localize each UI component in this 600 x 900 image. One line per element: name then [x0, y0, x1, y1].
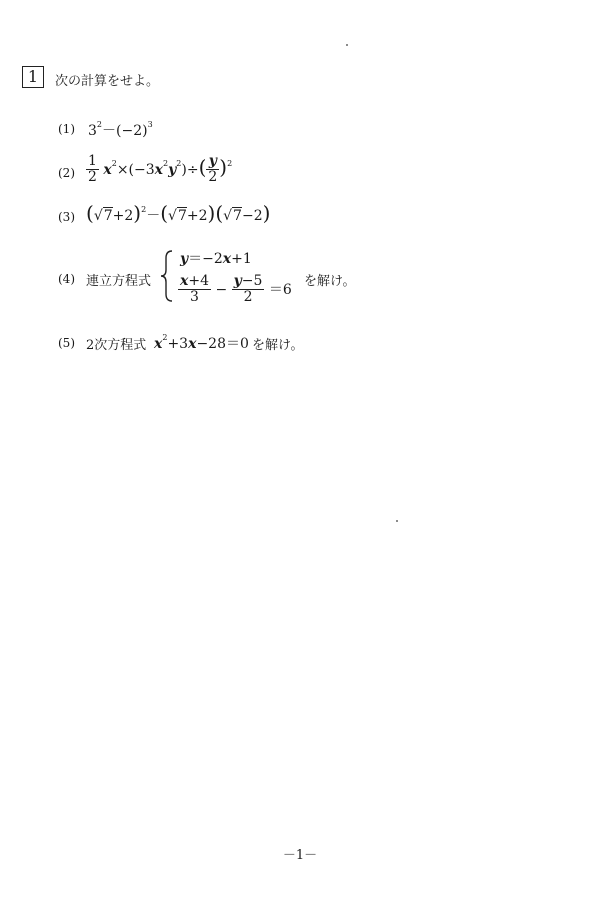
system-brace — [160, 250, 174, 302]
problem-5-expression: $x^2+3x-28=0$ — [154, 333, 249, 352]
problem-1-label: (1) — [58, 122, 75, 136]
problem-4-suffix: を解け。 — [304, 274, 356, 289]
problem-5-suffix: を解け。 — [252, 338, 304, 353]
question-instruction: 次の計算をせよ。 — [55, 74, 160, 89]
problem-5-prefix: 2次方程式 — [86, 338, 147, 353]
scan-speck — [346, 44, 348, 46]
question-number-box — [22, 66, 44, 88]
problem-4-prefix: 連立方程式 — [86, 274, 152, 289]
scan-speck — [396, 520, 398, 522]
page-number: －1－ — [282, 848, 318, 863]
problem-3-label: (3) — [58, 210, 75, 224]
problem-3-expression: $(√7+2)^2-(√7+2)(√7-2)$ — [86, 201, 271, 225]
equation-2: $\frac{x+4}{3}$ − $\frac{y-5}{2}$ ＝6 — [180, 273, 292, 306]
problem-2-label: (2) — [58, 166, 75, 180]
equation-1: y＝−2x+1 — [180, 251, 252, 267]
question-number: 1 — [27, 67, 39, 86]
problem-2-expression: $\frac{1}{2}$ $x^2\times(-3x^2y^2)\div$( $\frac{y}{2}$ )$^2$ — [88, 153, 233, 186]
problem-4-label: (4) — [58, 272, 75, 286]
problem-1-expression: $3^2-(-2)^3$ — [88, 120, 153, 139]
problem-5-label: (5) — [58, 336, 75, 350]
